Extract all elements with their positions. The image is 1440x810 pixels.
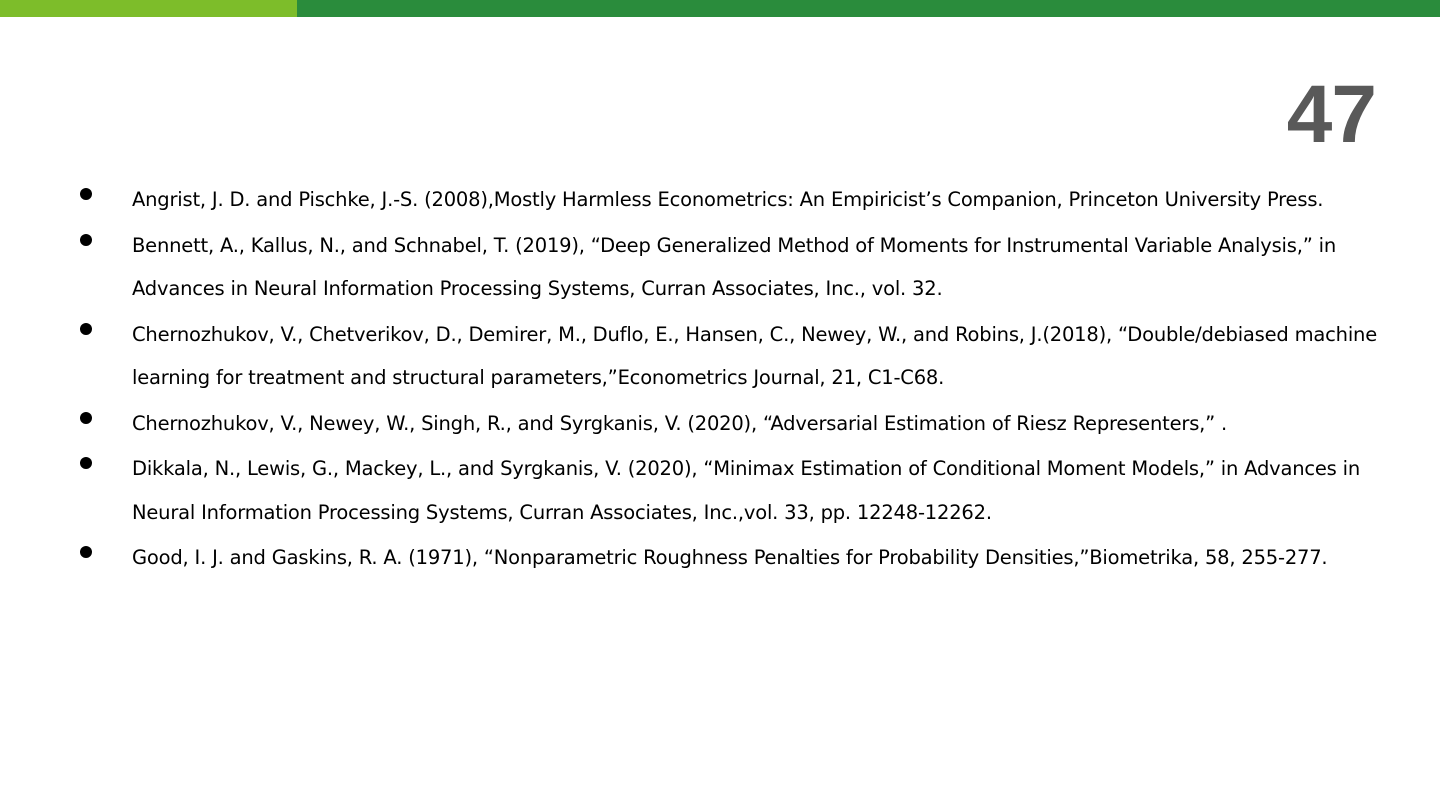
reference-text: Bennett, A., Kallus, N., and Schnabel, T. (2019), “Deep Generalized Method of Moments for Instrumental Variable Analysis,” in Advances in Neural Information Processing Systems, Curran Associates, Inc., vol. 32. [132, 233, 1337, 300]
bullet-icon [78, 544, 92, 558]
page-number: 47 [1286, 69, 1376, 160]
reference-item [78, 224, 1378, 311]
reference-item [78, 313, 1378, 400]
top-bar-dark-segment [297, 0, 1440, 17]
bullet-icon [78, 186, 92, 200]
reference-item [78, 536, 1378, 580]
bullet-icon [78, 232, 92, 246]
reference-text: Good, I. J. and Gaskins, R. A. (1971), “Nonparametric Roughness Penalties for Probability Densities,”Biometrika, 58, 255-277. [132, 546, 1328, 569]
bullet-icon [78, 410, 92, 424]
reference-item [78, 447, 1378, 534]
top-bar-light-segment [0, 0, 297, 17]
reference-item [78, 178, 1378, 222]
reference-text: Chernozhukov, V., Newey, W., Singh, R., and Syrgkanis, V. (2020), “Adversarial Estimation of Riesz Representers,” . [132, 411, 1228, 435]
reference-text: Chernozhukov, V., Chetverikov, D., Demirer, M., Duflo, E., Hansen, C., Newey, W., and Robins, J.(2018), “Double/debiased machine learning for treatment and structural parameters,”Econometrics Journal, 21, C1-C68. [132, 322, 1377, 389]
reference-list [78, 178, 1378, 582]
bullet-icon [78, 455, 92, 469]
bullet-icon [78, 321, 92, 335]
reference-text: Dikkala, N., Lewis, G., Mackey, L., and Syrgkanis, V. (2020), “Minimax Estimation of Conditional Moment Models,” in Advances in Neural Information Processing Systems, Curran Associates, Inc.,vol. 33, pp. 12248-12262. [132, 457, 1361, 524]
reference-item [78, 402, 1378, 446]
top-accent-bar [0, 0, 1440, 17]
reference-text: Angrist, J. D. and Pischke, J.-S. (2008),Mostly Harmless Econometrics: An Empiricist’s Companion, Princeton University Press. [132, 188, 1324, 211]
